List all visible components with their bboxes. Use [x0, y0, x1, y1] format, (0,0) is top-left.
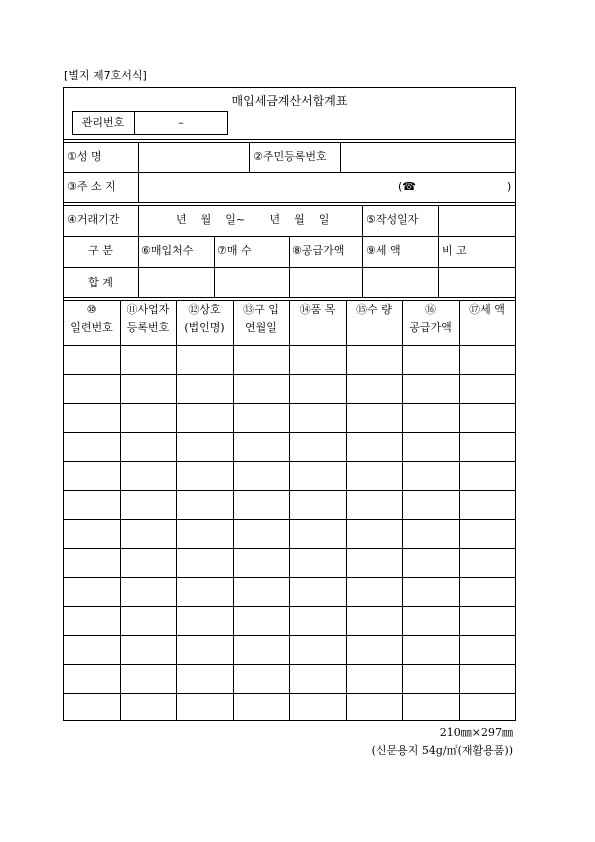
detail-cell[interactable] [234, 694, 289, 722]
detail-cell[interactable] [290, 694, 346, 722]
detail-cell[interactable] [177, 520, 233, 548]
detail-header-3-line1: ⑫상호 [188, 303, 221, 316]
detail-cell[interactable] [177, 578, 233, 606]
detail-cell[interactable] [177, 375, 233, 403]
detail-cell[interactable] [234, 462, 289, 490]
detail-header-5-line1: ⑭품 목 [299, 303, 336, 316]
detail-header-6-line1: ⑮수 량 [356, 303, 392, 316]
detail-cell[interactable] [64, 433, 120, 461]
detail-cell[interactable] [121, 404, 176, 432]
detail-cell[interactable] [121, 578, 176, 606]
detail-cell[interactable] [177, 665, 233, 693]
summary-header-tax: ⑨세 액 [366, 244, 401, 257]
detail-cell[interactable] [347, 636, 402, 664]
detail-cell[interactable] [234, 520, 289, 548]
phone-close: ) [507, 180, 512, 193]
phone-field[interactable] [418, 173, 506, 201]
detail-header-4-line1: ⑬구 입 [243, 303, 279, 316]
detail-cell[interactable] [290, 578, 346, 606]
detail-cell[interactable] [177, 433, 233, 461]
detail-cell[interactable] [234, 404, 289, 432]
detail-cell[interactable] [64, 346, 120, 374]
total-sheet-count-field[interactable] [215, 268, 288, 297]
detail-cell[interactable] [460, 375, 515, 403]
detail-cell[interactable] [64, 462, 120, 490]
name-label: ①성 명 [67, 150, 102, 163]
total-vendor-count-field[interactable] [139, 268, 213, 297]
detail-cell[interactable] [121, 520, 176, 548]
detail-cell[interactable] [290, 607, 346, 635]
detail-cell[interactable] [290, 404, 346, 432]
detail-cell[interactable] [177, 694, 233, 722]
detail-cell[interactable] [177, 491, 233, 519]
detail-cell[interactable] [177, 346, 233, 374]
summary-header-note: 비 고 [442, 244, 467, 257]
detail-cell[interactable] [460, 694, 515, 722]
detail-cell[interactable] [403, 636, 459, 664]
paper-size: 210㎜×297㎜ [439, 726, 513, 739]
detail-cell[interactable] [64, 549, 120, 577]
total-supply-field[interactable] [290, 268, 361, 297]
detail-cell[interactable] [460, 462, 515, 490]
detail-cell[interactable] [64, 578, 120, 606]
detail-header-3-line2: (법인명) [184, 321, 225, 334]
detail-header-1-line2: 일련번호 [70, 321, 113, 334]
detail-cell[interactable] [460, 549, 515, 577]
address-label: ③주 소 지 [67, 180, 116, 193]
mgmt-value[interactable]: – [178, 116, 184, 129]
detail-cell[interactable] [460, 491, 515, 519]
detail-cell[interactable] [290, 433, 346, 461]
detail-cell[interactable] [290, 520, 346, 548]
detail-cell[interactable] [347, 578, 402, 606]
detail-cell[interactable] [460, 578, 515, 606]
detail-cell[interactable] [403, 462, 459, 490]
detail-cell[interactable] [177, 549, 233, 577]
detail-header-4-line2: 연월일 [245, 321, 277, 334]
phone-open: (☎ [398, 180, 416, 193]
detail-cell[interactable] [121, 549, 176, 577]
detail-cell[interactable] [64, 636, 120, 664]
detail-header-7-line2: 공급가액 [409, 321, 452, 334]
detail-cell[interactable] [121, 607, 176, 635]
detail-cell[interactable] [64, 665, 120, 693]
detail-cell[interactable] [460, 520, 515, 548]
detail-cell[interactable] [460, 607, 515, 635]
detail-cell[interactable] [403, 375, 459, 403]
detail-cell[interactable] [177, 636, 233, 664]
total-note-field[interactable] [439, 268, 515, 297]
summary-header-sheet-count: ⑦매 수 [217, 244, 252, 257]
summary-header-vendor-count: ⑥매입처수 [141, 244, 194, 257]
detail-cell[interactable] [177, 404, 233, 432]
detail-cell[interactable] [121, 462, 176, 490]
detail-cell[interactable] [290, 375, 346, 403]
detail-cell[interactable] [403, 346, 459, 374]
detail-cell[interactable] [347, 491, 402, 519]
detail-cell[interactable] [403, 694, 459, 722]
detail-cell[interactable] [460, 636, 515, 664]
detail-cell[interactable] [234, 665, 289, 693]
detail-cell[interactable] [121, 433, 176, 461]
detail-cell[interactable] [403, 520, 459, 548]
detail-cell[interactable] [460, 665, 515, 693]
detail-cell[interactable] [347, 346, 402, 374]
detail-cell[interactable] [234, 578, 289, 606]
detail-cell[interactable] [347, 462, 402, 490]
date-label: ⑤작성일자 [366, 213, 419, 226]
detail-cell[interactable] [234, 636, 289, 664]
detail-cell[interactable] [347, 404, 402, 432]
reg-field[interactable] [341, 143, 515, 171]
detail-cell[interactable] [403, 433, 459, 461]
detail-cell[interactable] [460, 404, 515, 432]
detail-cell[interactable] [403, 549, 459, 577]
detail-header-2-line1: ⑪사업자 [126, 303, 170, 316]
name-field[interactable] [139, 143, 249, 171]
detail-cell[interactable] [121, 375, 176, 403]
detail-cell[interactable] [290, 491, 346, 519]
detail-cell[interactable] [290, 665, 346, 693]
detail-cell[interactable] [234, 346, 289, 374]
detail-header-7-line1: ⑯ [425, 303, 436, 316]
paper-spec: (신문용지 54g/㎡(재활용품)) [371, 744, 513, 757]
detail-cell[interactable] [234, 549, 289, 577]
summary-total-label: 합 계 [88, 276, 113, 289]
summary-header-supply-amount: ⑧공급가액 [292, 244, 345, 257]
detail-cell[interactable] [347, 375, 402, 403]
detail-cell[interactable] [460, 346, 515, 374]
detail-cell[interactable] [64, 375, 120, 403]
detail-cell[interactable] [347, 607, 402, 635]
detail-cell[interactable] [290, 462, 346, 490]
detail-cell[interactable] [290, 636, 346, 664]
detail-cell[interactable] [347, 520, 402, 548]
detail-cell[interactable] [460, 433, 515, 461]
detail-cell[interactable] [121, 665, 176, 693]
date-field[interactable] [439, 206, 515, 235]
detail-header-8-line1: ⑰세 액 [469, 303, 505, 316]
detail-cell[interactable] [347, 433, 402, 461]
detail-header-1-line1: ⑩ [86, 303, 97, 316]
address-field[interactable] [139, 173, 394, 201]
detail-cell[interactable] [64, 404, 120, 432]
summary-header-category: 구 분 [88, 244, 113, 257]
detail-cell[interactable] [64, 694, 120, 722]
detail-cell[interactable] [177, 462, 233, 490]
total-tax-field[interactable] [363, 268, 437, 297]
detail-cell[interactable] [234, 433, 289, 461]
detail-cell[interactable] [403, 607, 459, 635]
detail-cell[interactable] [403, 578, 459, 606]
detail-cell[interactable] [290, 346, 346, 374]
detail-cell[interactable] [347, 694, 402, 722]
detail-cell[interactable] [347, 665, 402, 693]
detail-cell[interactable] [347, 549, 402, 577]
mgmt-label: 관리번호 [81, 116, 125, 129]
reg-label: ②주민등록번호 [253, 150, 327, 163]
detail-cell[interactable] [121, 694, 176, 722]
detail-cell[interactable] [234, 491, 289, 519]
detail-cell[interactable] [64, 491, 120, 519]
form-tag: [별지 제7호서식] [64, 69, 147, 82]
detail-cell[interactable] [121, 636, 176, 664]
detail-cell[interactable] [121, 491, 176, 519]
form-title: 매입세금계산서합계표 [231, 94, 348, 108]
detail-cell[interactable] [290, 549, 346, 577]
detail-cell[interactable] [64, 607, 120, 635]
detail-cell[interactable] [121, 346, 176, 374]
detail-header-2-line2: 등록번호 [126, 321, 170, 334]
detail-cell[interactable] [177, 607, 233, 635]
detail-cell[interactable] [403, 665, 459, 693]
detail-cell[interactable] [64, 520, 120, 548]
detail-cell[interactable] [234, 607, 289, 635]
detail-cell[interactable] [403, 404, 459, 432]
detail-cell[interactable] [234, 375, 289, 403]
detail-cell[interactable] [403, 491, 459, 519]
period-value[interactable]: 년 월 일~ 년 월 일 [176, 213, 330, 226]
period-label: ④거래기간 [67, 213, 120, 226]
